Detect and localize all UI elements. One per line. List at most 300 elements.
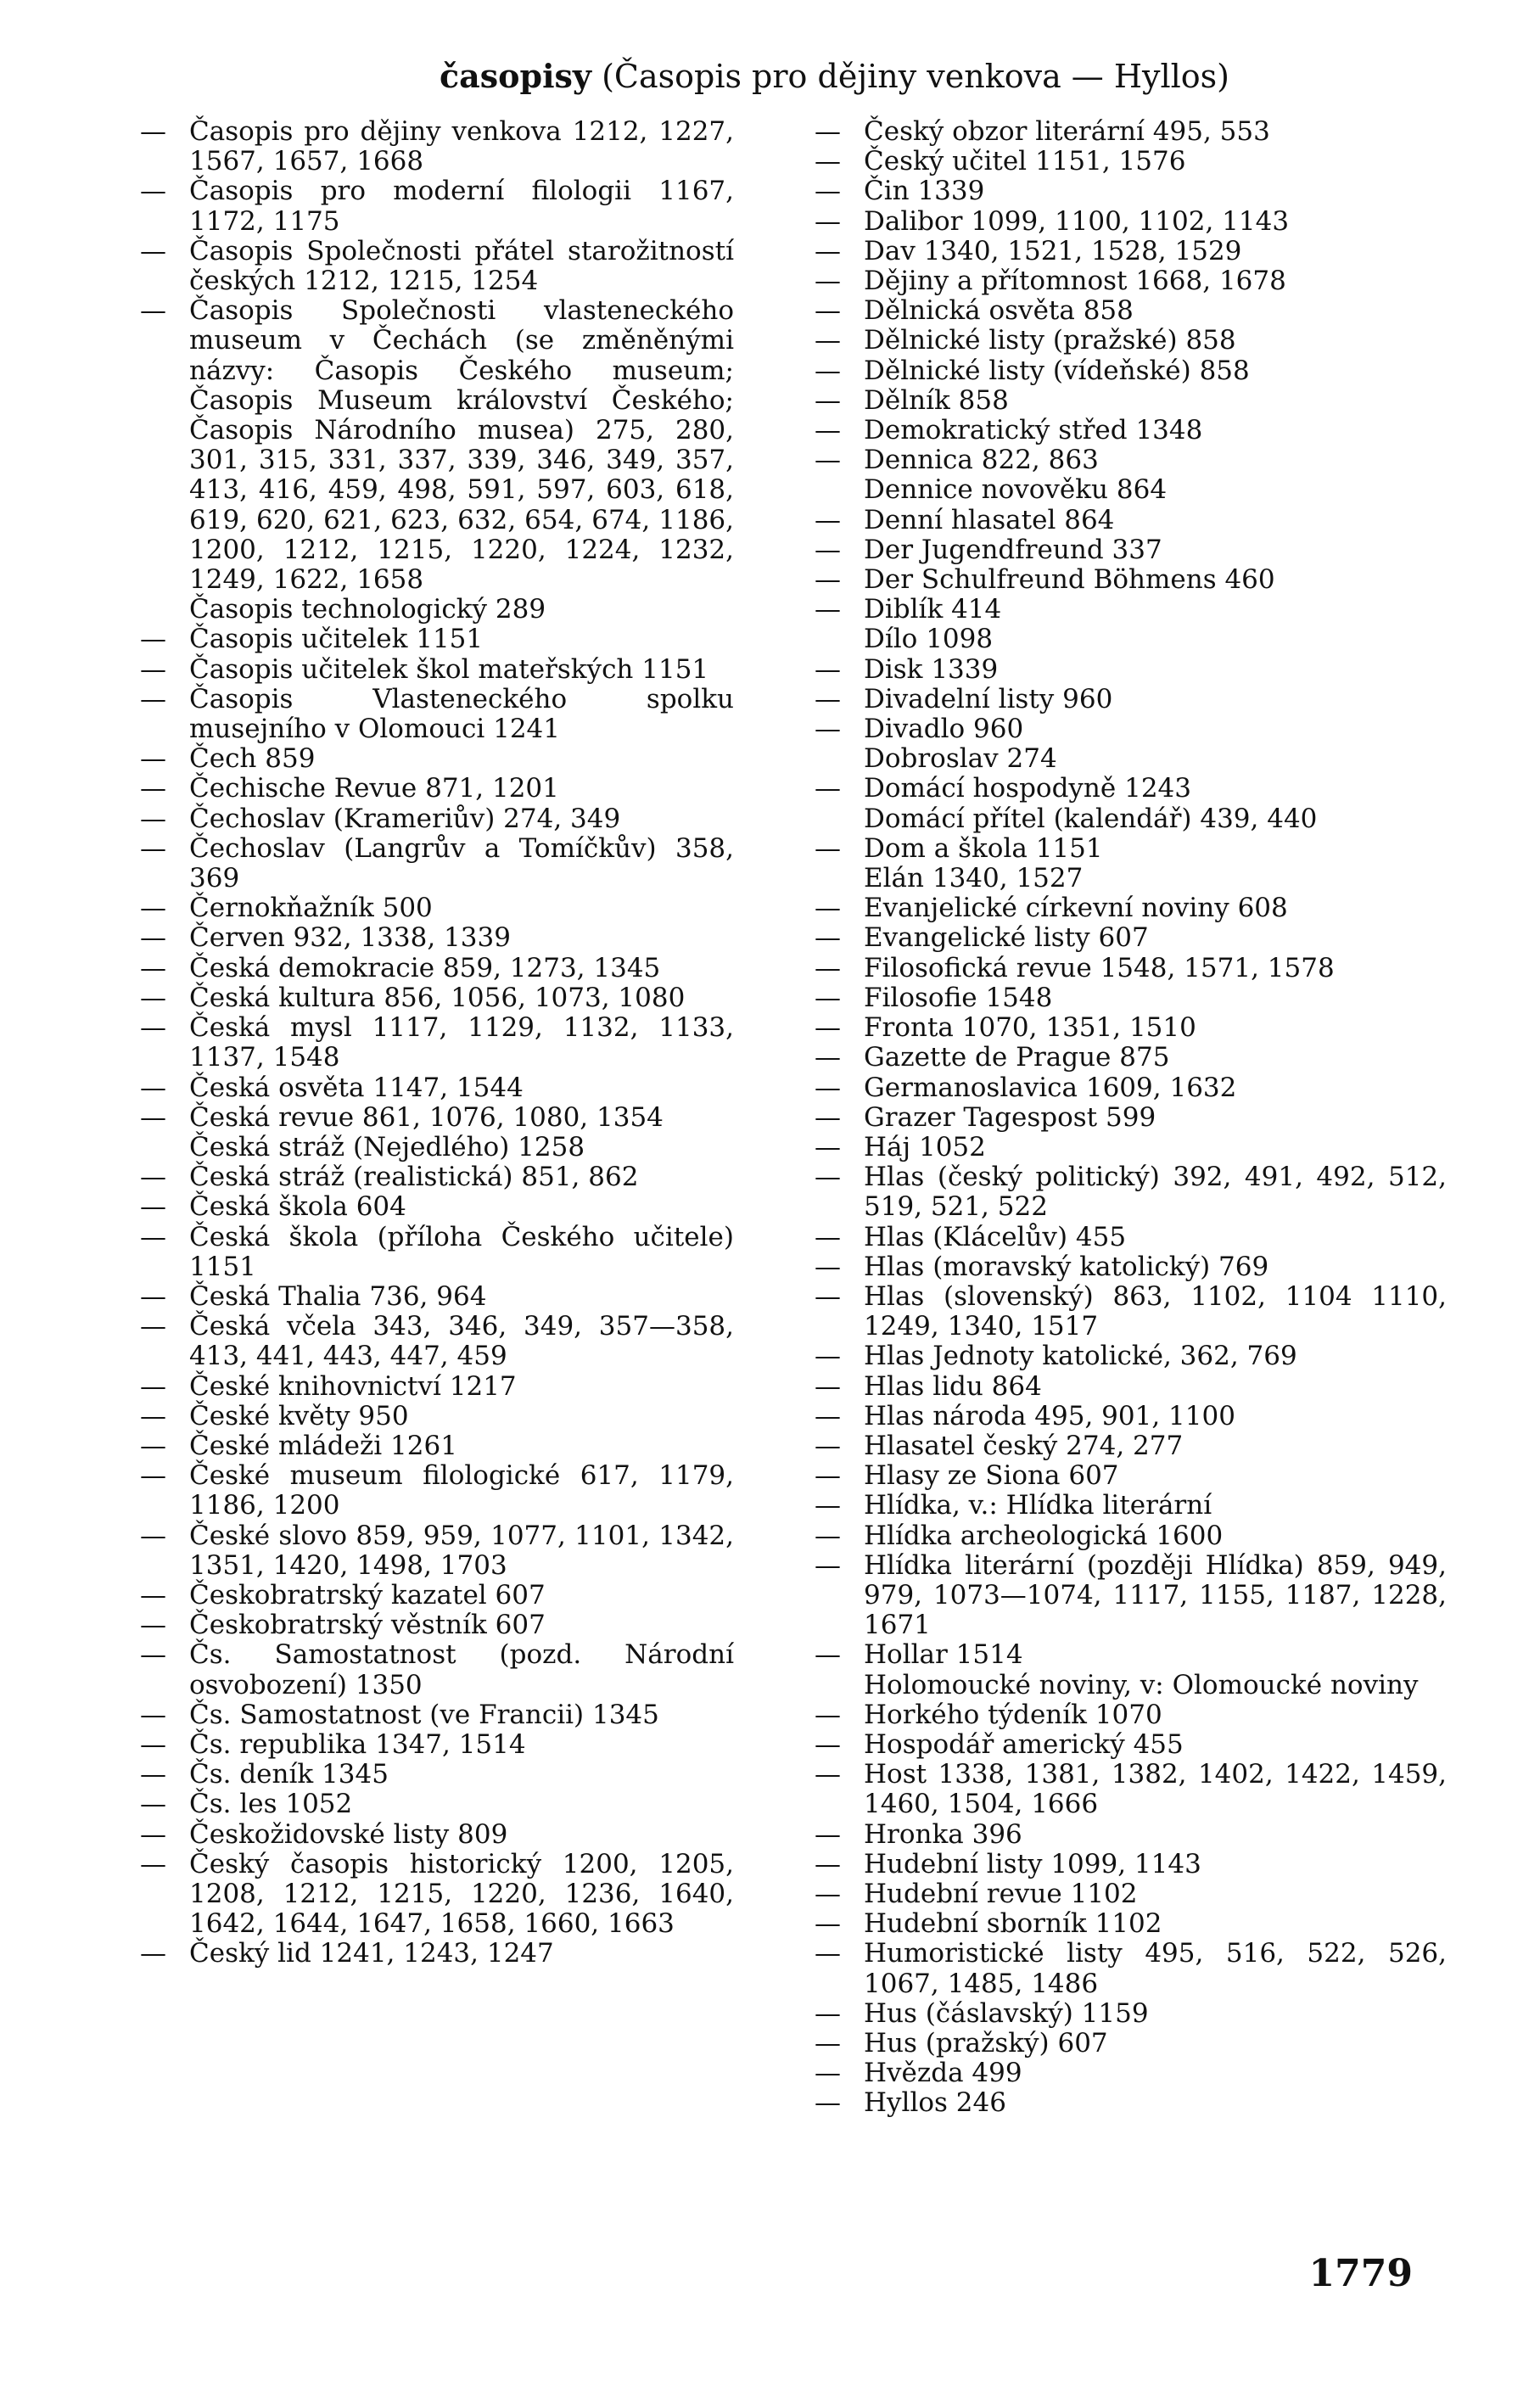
- repeat-dash: —: [815, 714, 841, 745]
- index-entry: [815, 386, 1447, 416]
- index-entry-text: Denní hlasatel 864: [864, 504, 1115, 535]
- running-head-range: (Časopis pro dějiny venkova — Hyllos): [591, 58, 1230, 95]
- index-entry-text: Divadlo 960: [864, 714, 1024, 745]
- repeat-dash: —: [815, 266, 841, 297]
- index-entry: [815, 176, 1447, 206]
- index-entry-text: Českobratrský kazatel 607: [189, 1579, 546, 1610]
- index-entry: [815, 1402, 1447, 1431]
- index-entry: [140, 235, 742, 297]
- repeat-dash: —: [140, 1162, 166, 1193]
- repeat-dash: —: [140, 1101, 166, 1133]
- index-entry-text: Čech 859: [189, 743, 316, 775]
- repeat-dash: —: [815, 1460, 841, 1492]
- repeat-dash: —: [815, 1131, 841, 1162]
- index-entry: [140, 1311, 742, 1372]
- repeat-dash: —: [140, 1400, 166, 1431]
- running-head: [440, 56, 1430, 97]
- index-entry: [815, 893, 1447, 923]
- repeat-dash: —: [140, 1759, 166, 1790]
- index-entry: [140, 744, 734, 774]
- repeat-dash: —: [140, 1012, 166, 1044]
- index-entry: [140, 1790, 734, 1819]
- index-entry: [815, 1909, 1447, 1939]
- index-entry-text: Český obzor literární 495, 553: [864, 116, 1270, 147]
- repeat-dash: —: [140, 653, 166, 685]
- repeat-dash: —: [815, 1101, 841, 1133]
- index-entry-text: Časopis technologický 289: [189, 594, 546, 625]
- index-entry: [815, 1133, 1447, 1162]
- index-entry-text: Dějiny a přítomnost 1668, 1678: [864, 266, 1286, 297]
- index-entry: [140, 116, 742, 177]
- index-entry: [815, 1671, 1447, 1700]
- index-entry-text: Hlas (Klácelův) 455: [864, 1221, 1127, 1252]
- index-entry-text: Der Jugendfreund 337: [864, 534, 1162, 565]
- repeat-dash: —: [140, 1370, 166, 1402]
- repeat-dash: —: [140, 1610, 166, 1641]
- index-entry: [815, 1759, 1455, 1820]
- repeat-dash: —: [815, 893, 841, 924]
- index-entry-text: Čechoslav (Langrův a Tomíčkův) 358, 369: [189, 832, 742, 894]
- repeat-dash: —: [815, 235, 841, 266]
- repeat-dash: —: [815, 832, 841, 864]
- repeat-dash: —: [815, 355, 841, 386]
- index-entry-text: Hlídka, v.: Hlídka literární: [864, 1490, 1212, 1521]
- index-entry-text: Hlídka archeologická 1600: [864, 1520, 1224, 1551]
- repeat-dash: —: [140, 176, 166, 207]
- index-entry: [815, 595, 1447, 625]
- index-entry-text: Hudební revue 1102: [864, 1878, 1138, 1909]
- repeat-dash: —: [815, 176, 841, 207]
- index-entry-text: Dílo 1098: [864, 624, 994, 655]
- repeat-dash: —: [815, 205, 841, 237]
- index-entry-text: Česká stráž (realistická) 851, 862: [189, 1162, 639, 1193]
- index-entry: [815, 864, 1447, 893]
- repeat-dash: —: [815, 1490, 841, 1521]
- repeat-dash: —: [140, 1728, 166, 1760]
- repeat-dash: —: [815, 1162, 841, 1193]
- index-entry-text: Česká škola 604: [189, 1191, 406, 1223]
- index-entry: [815, 983, 1447, 1013]
- index-entry-text: Černokňažník 500: [189, 893, 433, 924]
- repeat-dash: —: [815, 146, 841, 177]
- repeat-dash: —: [815, 1221, 841, 1252]
- index-entry-text: Časopis učitelek 1151: [189, 624, 484, 655]
- index-entry-text: Dělnické listy (vídeňské) 858: [864, 355, 1250, 386]
- index-entry-text: Germanoslavica 1609, 1632: [864, 1072, 1237, 1103]
- index-entry-text: České slovo 859, 959, 1077, 1101, 1342, 1351, 1420, 1498, 1703: [189, 1520, 742, 1581]
- repeat-dash: —: [815, 534, 841, 565]
- index-entry-text: Hlasy ze Siona 607: [864, 1460, 1119, 1492]
- index-entry: [815, 1073, 1447, 1103]
- index-entry: [815, 1252, 1447, 1282]
- index-entry-text: Hvězda 499: [864, 2058, 1022, 2089]
- index-entry: [815, 1549, 1455, 1641]
- index-entry-text: Čs. les 1052: [189, 1789, 353, 1820]
- index-entry: [815, 1491, 1447, 1521]
- index-entry: [815, 147, 1447, 176]
- index-entry-text: Česká Thalia 736, 964: [189, 1280, 487, 1312]
- repeat-dash: —: [140, 683, 166, 714]
- index-entry: [815, 356, 1447, 386]
- index-entry: [815, 1103, 1447, 1133]
- repeat-dash: —: [140, 1221, 166, 1252]
- index-entry: [140, 1162, 734, 1192]
- repeat-dash: —: [815, 1549, 841, 1581]
- index-entry-text: Hlas (český politický) 392, 491, 492, 512, 519, 521, 522: [864, 1162, 1455, 1223]
- repeat-dash: —: [140, 1430, 166, 1461]
- index-entry-text: Hlas Jednoty katolické, 362, 769: [864, 1341, 1297, 1372]
- repeat-dash: —: [815, 1370, 841, 1402]
- repeat-dash: —: [140, 1311, 166, 1342]
- index-entry: [140, 1431, 734, 1461]
- index-entry-text: Hudební sborník 1102: [864, 1908, 1162, 1940]
- index-entry: [815, 535, 1447, 565]
- repeat-dash: —: [815, 1908, 841, 1940]
- index-entry-text: České mládeži 1261: [189, 1430, 457, 1461]
- index-entry: [140, 983, 734, 1013]
- repeat-dash: —: [140, 743, 166, 775]
- index-entry-text: Filosofická revue 1548, 1571, 1578: [864, 952, 1335, 983]
- index-entry-text: Dennice novověku 864: [864, 474, 1168, 506]
- repeat-dash: —: [140, 773, 166, 804]
- index-entry-text: Časopis Vlasteneckého spolku musejního v Olomouci 1241: [189, 683, 742, 745]
- index-entry: [140, 1820, 734, 1850]
- repeat-dash: —: [815, 1728, 841, 1760]
- index-entry: [140, 1460, 742, 1521]
- index-entry: [815, 1372, 1447, 1402]
- index-entry-text: Divadelní listy 960: [864, 683, 1113, 714]
- repeat-dash: —: [140, 1579, 166, 1610]
- repeat-dash: —: [815, 683, 841, 714]
- repeat-dash: —: [815, 1251, 841, 1282]
- index-entry: [140, 1848, 742, 1940]
- index-entry-text: Hyllos 246: [864, 2087, 1006, 2119]
- repeat-dash: —: [140, 1818, 166, 1850]
- index-entry: [815, 655, 1447, 685]
- index-entry-text: Český časopis historický 1200, 1205, 1208, 1212, 1215, 1220, 1236, 1640, 1642, 1644, 1647, 1658, 1660, 1663: [189, 1848, 742, 1940]
- index-entry-text: Časopis Společnosti vlasteneckého museum v Čechách (se změněnými názvy: Časopis Českého museum; Časopis Museum království Českého; Časopis Národního musea) 275, 280, 301, 315, 331, 337, 339, 346, 349, 357, 413, 416, 459, 498, 591, 597, 603, 618, 619, 620, 621, 623, 632, 654, 674, 1186, 1200, 1212, 1215, 1220, 1224, 1232, 1249, 1622, 1658: [189, 295, 742, 596]
- index-entry-text: Čs. Samostatnost (pozd. Národní osvobození) 1350: [189, 1639, 742, 1700]
- index-entry-text: České museum filologické 617, 1179, 1186, 1200: [189, 1460, 742, 1521]
- index-entry: [815, 1850, 1447, 1879]
- repeat-dash: —: [140, 982, 166, 1013]
- index-entry: [815, 117, 1447, 147]
- index-entry-text: Dělník 858: [864, 384, 1009, 416]
- index-entry-text: Dělnická osvěta 858: [864, 295, 1134, 327]
- index-entry-text: Hudební listy 1099, 1143: [864, 1848, 1201, 1879]
- index-entry-text: Česká včela 343, 346, 349, 357—358, 413, 441, 443, 447, 459: [189, 1311, 742, 1372]
- running-head-keyword: časopisy: [440, 57, 591, 95]
- index-entry: [140, 774, 734, 804]
- index-entry: [815, 834, 1447, 864]
- index-entry: [815, 714, 1447, 744]
- index-entry-text: Časopis pro dějiny venkova 1212, 1227, 1567, 1657, 1668: [189, 116, 742, 177]
- repeat-dash: —: [140, 803, 166, 834]
- repeat-dash: —: [815, 384, 841, 416]
- index-entry: [815, 1521, 1447, 1551]
- index-entry-text: Česká demokracie 859, 1273, 1345: [189, 952, 661, 983]
- index-entry-text: Der Schulfreund Böhmens 460: [864, 564, 1275, 596]
- index-entry-text: Grazer Tagespost 599: [864, 1101, 1156, 1133]
- index-entry: [815, 1879, 1447, 1909]
- index-entry: [140, 1520, 742, 1581]
- index-entry: [815, 1280, 1455, 1342]
- index-entry: [140, 176, 742, 237]
- index-entry-text: Čs. deník 1345: [189, 1759, 389, 1790]
- repeat-dash: —: [140, 295, 166, 327]
- index-entry: [140, 1073, 734, 1103]
- repeat-dash: —: [815, 1430, 841, 1461]
- index-entry: [140, 1133, 734, 1162]
- index-entry-text: Dennica 822, 863: [864, 445, 1099, 476]
- index-entry-text: Gazette de Prague 875: [864, 1042, 1170, 1073]
- index-entry: [815, 1461, 1447, 1491]
- index-entry: [140, 1372, 734, 1402]
- index-entry-text: Česká kultura 856, 1056, 1073, 1080: [189, 982, 686, 1013]
- index-entry-text: Dav 1340, 1521, 1528, 1529: [864, 235, 1242, 266]
- repeat-dash: —: [815, 1072, 841, 1103]
- index-entry-text: Čechoslav (Krameriův) 274, 349: [189, 803, 621, 834]
- index-entry: [140, 1730, 734, 1760]
- index-entry: [815, 1162, 1455, 1223]
- index-entry: [140, 1103, 734, 1133]
- index-column-right: [815, 116, 1455, 2119]
- index-entry: [140, 804, 734, 834]
- repeat-dash: —: [140, 1699, 166, 1730]
- repeat-dash: —: [140, 1848, 166, 1879]
- repeat-dash: —: [140, 1938, 166, 1969]
- index-entry-text: Domácí hospodyně 1243: [864, 773, 1191, 804]
- repeat-dash: —: [815, 922, 841, 954]
- index-entry-text: Hlídka literární (později Hlídka) 859, 949, 979, 1073—1074, 1117, 1155, 1187, 1228, 1671: [864, 1549, 1455, 1641]
- index-entry-text: Evangelické listy 607: [864, 922, 1149, 954]
- repeat-dash: —: [140, 1460, 166, 1492]
- index-entry-text: Fronta 1070, 1351, 1510: [864, 1012, 1196, 1044]
- repeat-dash: —: [815, 653, 841, 685]
- index-entry: [140, 893, 734, 923]
- repeat-dash: —: [815, 325, 841, 356]
- index-entry: [815, 2059, 1447, 2088]
- index-entry: [815, 1223, 1447, 1252]
- index-entry-text: Domácí přítel (kalendář) 439, 440: [864, 803, 1318, 834]
- index-entry: [815, 1043, 1447, 1073]
- repeat-dash: —: [815, 773, 841, 804]
- index-entry: [815, 625, 1447, 654]
- index-entry: [815, 445, 1447, 475]
- repeat-dash: —: [140, 1520, 166, 1551]
- index-entry-text: Disk 1339: [864, 653, 999, 685]
- index-entry-text: České květy 950: [189, 1400, 409, 1431]
- index-entry-text: Červen 932, 1338, 1339: [189, 922, 511, 954]
- repeat-dash: —: [140, 1639, 166, 1671]
- repeat-dash: —: [815, 2028, 841, 2059]
- repeat-dash: —: [815, 445, 841, 476]
- index-entry: [815, 1999, 1447, 2029]
- index-entry: [140, 1012, 742, 1073]
- repeat-dash: —: [815, 1042, 841, 1073]
- index-entry: [815, 1938, 1455, 1999]
- index-entry-text: Česká osvěta 1147, 1544: [189, 1072, 524, 1103]
- repeat-dash: —: [140, 893, 166, 924]
- page-number: 1779: [1308, 2252, 1413, 2295]
- index-entry-text: Háj 1052: [864, 1131, 986, 1162]
- index-entry: [815, 1640, 1447, 1670]
- index-entry-text: Čs. Samostatnost (ve Francii) 1345: [189, 1699, 659, 1730]
- index-entry: [815, 1431, 1447, 1461]
- index-entry-text: Český učitel 1151, 1576: [864, 146, 1186, 177]
- index-entry: [815, 2029, 1447, 2059]
- index-entry-text: Dobroslav 274: [864, 743, 1057, 775]
- repeat-dash: —: [815, 1341, 841, 1372]
- repeat-dash: —: [815, 1938, 841, 1969]
- repeat-dash: —: [815, 1818, 841, 1850]
- index-entry: [815, 475, 1447, 505]
- index-entry: [815, 923, 1447, 953]
- repeat-dash: —: [815, 415, 841, 446]
- index-entry-text: Filosofie 1548: [864, 982, 1053, 1013]
- index-entry: [815, 774, 1447, 804]
- index-entry-text: Čin 1339: [864, 176, 985, 207]
- index-entry-text: České knihovnictví 1217: [189, 1370, 517, 1402]
- index-entry-text: Čechische Revue 871, 1201: [189, 773, 559, 804]
- repeat-dash: —: [815, 1699, 841, 1730]
- index-entry-text: Dělnické listy (pražské) 858: [864, 325, 1236, 356]
- index-entry: [140, 1221, 742, 1282]
- repeat-dash: —: [815, 1848, 841, 1879]
- index-entry-text: Demokratický střed 1348: [864, 415, 1203, 446]
- repeat-dash: —: [815, 1878, 841, 1909]
- index-entry: [140, 1282, 734, 1312]
- index-entry: [815, 565, 1447, 595]
- index-entry-text: Hus (pražský) 607: [864, 2028, 1108, 2059]
- index-entry-text: Horkého týdeník 1070: [864, 1699, 1162, 1730]
- index-entry-text: Humoristické listy 495, 516, 522, 526, 1067, 1485, 1486: [864, 1938, 1455, 1999]
- repeat-dash: —: [815, 2058, 841, 2089]
- index-entry: [140, 625, 734, 654]
- index-entry: [815, 1013, 1447, 1043]
- index-entry: [140, 1939, 734, 1969]
- repeat-dash: —: [815, 116, 841, 147]
- index-entry: [815, 266, 1447, 296]
- index-entry: [140, 295, 742, 596]
- index-entry: [140, 923, 734, 953]
- repeat-dash: —: [815, 1520, 841, 1551]
- index-entry: [815, 1342, 1447, 1371]
- repeat-dash: —: [815, 982, 841, 1013]
- repeat-dash: —: [815, 1639, 841, 1671]
- repeat-dash: —: [140, 235, 166, 266]
- index-entry: [140, 1639, 742, 1700]
- repeat-dash: —: [140, 1191, 166, 1223]
- index-entry: [140, 1581, 734, 1610]
- index-entry: [140, 1402, 734, 1431]
- repeat-dash: —: [815, 2087, 841, 2119]
- index-entry-text: Českobratrský věstník 607: [189, 1610, 546, 1641]
- index-entry: [140, 954, 734, 983]
- repeat-dash: —: [815, 1759, 841, 1790]
- repeat-dash: —: [140, 922, 166, 954]
- repeat-dash: —: [140, 624, 166, 655]
- index-entry-text: Časopis učitelek škol mateřských 1151: [189, 653, 709, 685]
- index-entry-text: Dom a škola 1151: [864, 832, 1103, 864]
- index-entry: [815, 804, 1447, 834]
- repeat-dash: —: [815, 952, 841, 983]
- repeat-dash: —: [815, 1997, 841, 2029]
- index-entry-text: Elán 1340, 1527: [864, 863, 1084, 894]
- repeat-dash: —: [815, 564, 841, 596]
- index-entry: [140, 1760, 734, 1790]
- index-entry-text: Česká škola (příloha Českého učitele) 1151: [189, 1221, 742, 1282]
- index-entry-text: Čs. republika 1347, 1514: [189, 1728, 526, 1760]
- index-column-left: [140, 116, 742, 1969]
- repeat-dash: —: [140, 952, 166, 983]
- index-entry-text: Host 1338, 1381, 1382, 1402, 1422, 1459, 1460, 1504, 1666: [864, 1759, 1455, 1820]
- repeat-dash: —: [140, 1280, 166, 1312]
- index-entry: [140, 683, 742, 745]
- index-entry: [140, 832, 742, 894]
- index-entry: [815, 416, 1447, 445]
- index-entry: [815, 296, 1447, 326]
- index-entry-text: Diblík 414: [864, 594, 1002, 625]
- index-entry-text: Českožidovské listy 809: [189, 1818, 508, 1850]
- repeat-dash: —: [815, 594, 841, 625]
- index-entry-text: Dalibor 1099, 1100, 1102, 1143: [864, 205, 1290, 237]
- index-entry-text: Evanjelické církevní noviny 608: [864, 893, 1288, 924]
- index-entry-text: Český lid 1241, 1243, 1247: [189, 1938, 554, 1969]
- index-entry: [140, 1192, 734, 1222]
- index-entry: [815, 744, 1447, 774]
- index-entry-text: Hlas národa 495, 901, 1100: [864, 1400, 1235, 1431]
- repeat-dash: —: [140, 1072, 166, 1103]
- index-entry: [140, 1700, 734, 1730]
- index-entry: [140, 595, 734, 625]
- repeat-dash: —: [815, 1280, 841, 1312]
- repeat-dash: —: [140, 832, 166, 864]
- repeat-dash: —: [140, 116, 166, 147]
- index-entry-text: Hlas (slovenský) 863, 1102, 1104 1110, 1249, 1340, 1517: [864, 1280, 1455, 1342]
- index-entry-text: Hollar 1514: [864, 1639, 1023, 1671]
- index-entry-text: Česká mysl 1117, 1129, 1132, 1133, 1137, 1548: [189, 1012, 742, 1073]
- index-entry-text: Časopis Společnosti přátel starožitností českých 1212, 1215, 1254: [189, 235, 742, 297]
- index-entry: [815, 506, 1447, 535]
- repeat-dash: —: [815, 504, 841, 535]
- index-entry: [815, 685, 1447, 714]
- repeat-dash: —: [140, 1789, 166, 1820]
- index-entry: [815, 326, 1447, 356]
- index-entry: [815, 1700, 1447, 1730]
- index-entry: [815, 954, 1447, 983]
- index-entry-text: Hus (čáslavský) 1159: [864, 1997, 1149, 2029]
- index-entry: [815, 1730, 1447, 1760]
- index-entry: [815, 2088, 1447, 2118]
- index-entry-text: Hlas (moravský katolický) 769: [864, 1251, 1269, 1282]
- index-entry-text: Časopis pro moderní filologii 1167, 1172, 1175: [189, 176, 742, 237]
- index-entry-text: Hlas lidu 864: [864, 1370, 1042, 1402]
- index-entry: [815, 237, 1447, 266]
- index-entry: [815, 207, 1447, 237]
- index-entry: [140, 655, 734, 685]
- index-entry-text: Hronka 396: [864, 1818, 1022, 1850]
- repeat-dash: —: [815, 1012, 841, 1044]
- index-entry-text: Česká stráž (Nejedlého) 1258: [189, 1131, 585, 1162]
- repeat-dash: —: [815, 295, 841, 327]
- index-entry-text: Hlasatel český 274, 277: [864, 1430, 1184, 1461]
- index-entry-text: Česká revue 861, 1076, 1080, 1354: [189, 1101, 664, 1133]
- repeat-dash: —: [815, 1400, 841, 1431]
- index-entry-text: Hospodář americký 455: [864, 1728, 1184, 1760]
- index-entry: [815, 1820, 1447, 1850]
- index-entry: [140, 1610, 734, 1640]
